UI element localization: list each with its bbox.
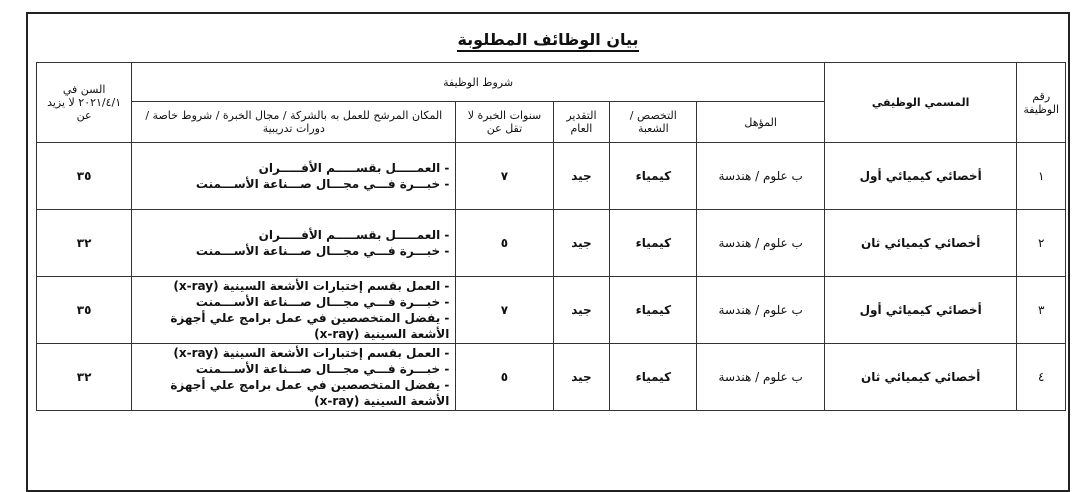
cell-age: ٣٢	[37, 344, 132, 411]
jobs-table	[36, 62, 1066, 411]
header-specialization: التخصص / الشعبة	[610, 102, 697, 143]
cell-grade: جيد	[553, 210, 610, 277]
table-row	[37, 210, 1066, 277]
cell-grade: جيد	[553, 344, 610, 411]
requirement-line: - خبـــرة فـــي مجـــال صـــناعة الأســـمنت	[195, 362, 450, 376]
document-title	[28, 30, 1068, 49]
requirement-line: - العمل بقسم إختبارات الأشعة السينية (x-ray)	[173, 279, 450, 293]
cell-specialization: كيمياء	[610, 344, 697, 411]
cell-specialization: كيمياء	[610, 210, 697, 277]
cell-qualification: ب علوم / هندسة	[697, 277, 825, 344]
requirement-line: الأشعة السينية (x-ray)	[314, 327, 450, 341]
table-row	[37, 277, 1066, 344]
cell-job-title: أخصائي كيميائي أول	[824, 277, 1016, 344]
cell-requirements	[132, 210, 456, 277]
cell-qualification: ب علوم / هندسة	[697, 210, 825, 277]
cell-years: ٥	[456, 210, 553, 277]
table-row	[37, 344, 1066, 411]
header-conditions: شروط الوظيفة	[132, 63, 825, 102]
header-workplace: المكان المرشح للعمل به بالشركة / مجال الخبرة / شروط خاصة / دورات تدريبية	[132, 102, 456, 143]
requirement-line: - خبـــرة فـــي مجـــال صـــناعة الأســـمنت	[195, 295, 450, 309]
cell-job-number: ٤	[1017, 344, 1066, 411]
cell-requirements	[132, 344, 456, 411]
cell-years: ٧	[456, 277, 553, 344]
cell-qualification: ب علوم / هندسة	[697, 143, 825, 210]
cell-job-number: ٢	[1017, 210, 1066, 277]
cell-specialization: كيمياء	[610, 143, 697, 210]
document-frame	[26, 12, 1070, 492]
cell-job-number: ٣	[1017, 277, 1066, 344]
cell-years: ٧	[456, 143, 553, 210]
cell-specialization: كيمياء	[610, 277, 697, 344]
requirement-line: - يفضل المتخصصين في عمل برامج علي أجهزة	[170, 311, 450, 325]
cell-job-title: أخصائي كيميائي ثان	[824, 344, 1016, 411]
header-qualification: المؤهل	[697, 102, 825, 143]
cell-age: ٣٢	[37, 210, 132, 277]
header-row-1	[37, 63, 1066, 102]
cell-requirements	[132, 277, 456, 344]
cell-qualification: ب علوم / هندسة	[697, 344, 825, 411]
cell-age: ٣٥	[37, 143, 132, 210]
table-row	[37, 143, 1066, 210]
header-job-title: المسمي الوظيفي	[824, 63, 1016, 143]
requirement-line: - يفضل المتخصصين في عمل برامج علي أجهزة	[170, 378, 450, 392]
cell-grade: جيد	[553, 143, 610, 210]
cell-years: ٥	[456, 344, 553, 411]
cell-job-number: ١	[1017, 143, 1066, 210]
header-grade: التقدير العام	[553, 102, 610, 143]
header-job-number: رقم الوظيفة	[1017, 63, 1066, 143]
requirement-line: - العمـــــل بقســـــم الأفـــــران	[258, 161, 450, 175]
header-experience-years: سنوات الخبرة لا تقل عن	[456, 102, 553, 143]
requirement-line: - العمل بقسم إختبارات الأشعة السينية (x-ray)	[173, 346, 450, 360]
requirement-line: - العمـــــل بقســـــم الأفـــــران	[258, 228, 450, 242]
title-text: بيان الوظائف المطلوبة	[457, 30, 638, 52]
cell-job-title: أخصائي كيميائي أول	[824, 143, 1016, 210]
cell-requirements	[132, 143, 456, 210]
requirement-line: الأشعة السينية (x-ray)	[314, 394, 450, 408]
header-age: السن في ٢٠٢١/٤/١ لا يزيد عن	[37, 63, 132, 143]
cell-grade: جيد	[553, 277, 610, 344]
cell-job-title: أخصائي كيميائي ثان	[824, 210, 1016, 277]
requirement-line: - خبـــرة فـــي مجـــال صـــناعة الأســـمنت	[195, 244, 450, 258]
requirement-line: - خبـــرة فـــي مجـــال صـــناعة الأســـمنت	[195, 177, 450, 191]
cell-age: ٣٥	[37, 277, 132, 344]
